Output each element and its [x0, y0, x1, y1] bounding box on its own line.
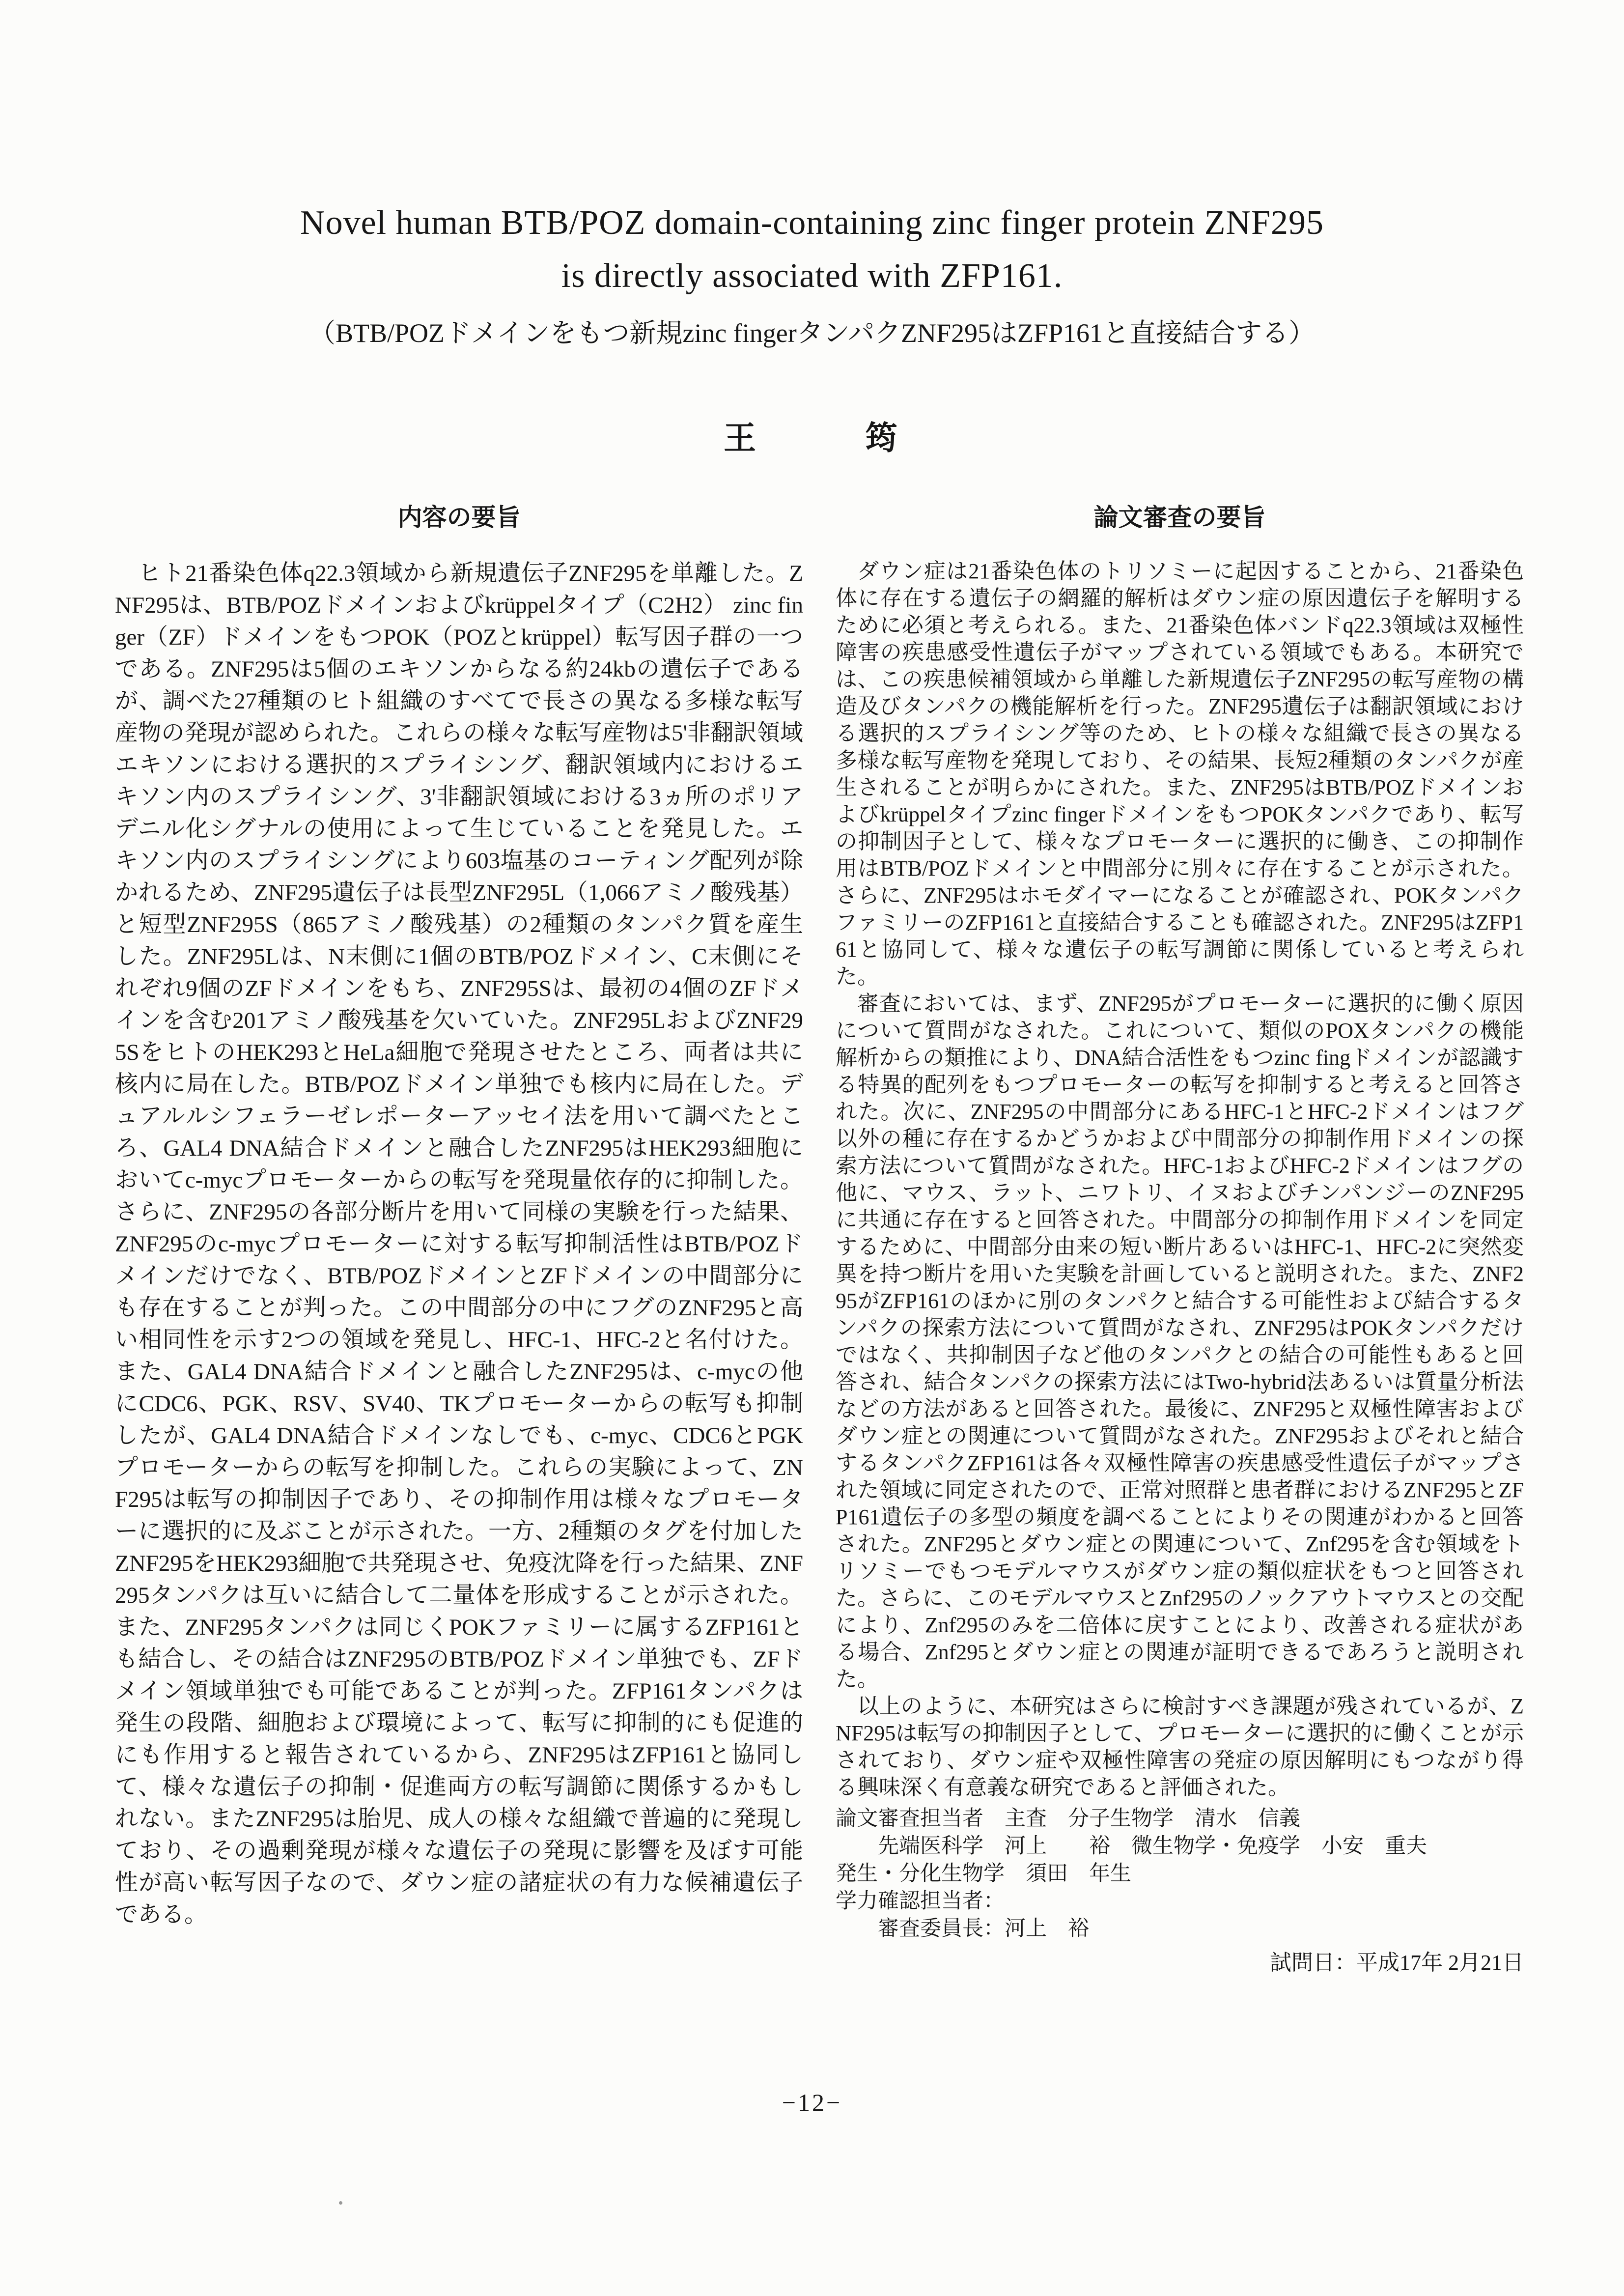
committee-line-qualification: 学力確認担当者： — [836, 1889, 1005, 1913]
content-summary-heading: 内容の要旨 — [397, 504, 521, 531]
page-footer — [0, 2088, 1624, 2117]
committee-line-chair: 審査委員長：河上 裕 — [836, 1917, 1089, 1940]
committee-list — [836, 1805, 1524, 1942]
review-summary-heading: 論文審査の要旨 — [1093, 504, 1266, 531]
exam-date: 試問日：平成17年 2月21日 — [1270, 1951, 1524, 1975]
paper-subtitle-japanese: （BTB/POZドメインをもつ新規zinc fingerタンパクZNF295はZFP161と直接結合する） — [308, 318, 1316, 348]
committee-line-members: 先端医科学 河上 裕 微生物学・免疫学 小安 重夫 — [836, 1834, 1427, 1858]
committee-line-devbio: 発生・分化生物学 須田 年生 — [836, 1862, 1131, 1885]
review-paragraph-2: 審査においては、まず、ZNF295がプロモーターに選択的に働く原因について質問がなされた。これについて、類似のPOXタンパクの機能解析からの類推により、DNA結合活性をもつzinc fingドメインが認識する特異的配列をもつプロモーターの転写を抑制すると考えると回答された。次に、ZNF295の中間部分にあるHFC-1とHFC-2ドメインはフグ以外の種に存在するかどうかおよび中間部分の抑制作用ドメインの探索方法について質問がなされた。HFC-1およびHFC-2ドメインはフグの他に、マウス、ラット、ニワトリ、イヌおよびチンパンジーのZNF295に共通に存在すると回答された。中間部分の抑制作用ドメインを同定するために、中間部分由来の短い断片あるいはHFC-1、HFC-2に突然変異を持つ断片を用いた実験を計画していると説明された。また、ZNF295がZFP161のほかに別のタンパクと結合する可能性および結合するタンパクの探索方法について質問がなされ、ZNF295はPOKタンパクだけではなく、共抑制因子など他のタンパクとの結合の可能性もあると回答され、結合タンパクの探索方法にはTwo-hybrid法あるいは質量分析法などの方法があると回答された。最後に、ZNF295と双極性障害およびダウン症との関連について質問がなされた。ZNF295およびそれと結合するタンパクZFP161は各々双極性障害の疾患感受性遺伝子がマップされた領域に同定されたので、正常対照群と患者群におけるZNF295とZFP161遺伝子の多型の頻度を調べることによりその関連がわかると回答された。ZNF295とダウン症との関連について、Znf295を含む領域をトリソミーでもつモデルマウスがダウン症の類似症状をもつと回答された。さらに、このモデルマウスとZnf295のノックアウトマウスとの交配により、Znf295のみを二倍体に戻すことにより、改善される症状がある場合、Znf295とダウン症との関連が証明できるであろうと説明された。 — [836, 992, 1524, 1691]
scan-artifact-speck — [339, 2201, 342, 2205]
paper-title-line2: is directly associated with ZFP161. — [561, 257, 1063, 295]
two-column-body — [0, 458, 1624, 1977]
content-summary-column — [115, 498, 803, 1931]
committee-line-examiners: 論文審査担当者 主査 分子生物学 清水 信義 — [836, 1807, 1300, 1830]
content-summary-paragraph: ヒト21番染色体q22.3領域から新規遺伝子ZNF295を単離した。ZNF295は、BTB/POZドメインおよびkrüppelタイプ（C2H2） zinc finger（ZF）ドメインをもつPOK（POZとkrüppel）転写因子群の一つである。ZNF295は5個のエキソンからなる約24kbの遺伝子であるが、調べた27種類のヒト組織のすべてで長さの異なる多様な転写産物の発現が認められた。これらの様々な転写産物は5'非翻訳領域エキソンにおける選択的スプライシング、翻訳領域内におけるエキソン内のスプライシング、3'非翻訳領域における3ヵ所のポリアデニル化シグナルの使用によって生じていることを発見した。エキソン内のスプライシングにより603塩基のコーティング配列が除かれるため、ZNF295遺伝子は長型ZNF295L（1,066アミノ酸残基）と短型ZNF295S（865アミノ酸残基）の2種類のタンパク質を産生した。ZNF295Lは、N末側に1個のBTB/POZドメイン、C末側にそれぞれ9個のZFドメインをもち、ZNF295Sは、最初の4個のZFドメインを含む201アミノ酸残基を欠いていた。ZNF295LおよびZNF295SをヒトのHEK293とHeLa細胞で発現させたところ、両者は共に核内に局在した。BTB/POZドメイン単独でも核内に局在した。デュアルルシフェラーゼレポーターアッセイ法を用いて調べたところ、GAL4 DNA結合ドメインと融合したZNF295はHEK293細胞においてc-mycプロモーターからの転写を発現量依存的に抑制した。さらに、ZNF295の各部分断片を用いて同様の実験を行った結果、ZNF295のc-mycプロモーターに対する転写抑制活性はBTB/POZドメインだけでなく、BTB/POZドメインとZFドメインの中間部分にも存在することが判った。この中間部分の中にフグのZNF295と高い相同性を示す2つの領域を発見し、HFC-1、HFC-2と名付けた。また、GAL4 DNA結合ドメインと融合したZNF295は、c-mycの他にCDC6、PGK、RSV、SV40、TKプロモーターからの転写も抑制したが、GAL4 DNA結合ドメインなしでも、c-myc、CDC6とPGKプロモーターからの転写を抑制した。これらの実験によって、ZNF295は転写の抑制因子であり、その抑制作用は様々なプロモーターに選択的に及ぶことが示された。一方、2種類のタグを付加したZNF295をHEK293細胞で共発現させ、免疫沈降を行った結果、ZNF295タンパクは互いに結合して二量体を形成することが示された。また、ZNF295タンパクは同じくPOKファミリーに属するZFP161とも結合し、その結合はZNF295のBTB/POZドメイン単独でも、ZFドメイン領域単独でも可能であることが判った。ZFP161タンパクは発生の段階、細胞および環境によって、転写に抑制的にも促進的にも作用すると報告されているから、ZNF295はZFP161と協同して、様々な遺伝子の抑制・促進両方の転写調節に関係するかもしれない。またZNF295は胎児、成人の様々な組織で普遍的に発現しており、その過剰発現が様々な遺伝子の発現に影響を及ぼす可能性が高い転写因子なので、ダウン症の諸症状の有力な候補遺伝子である。 — [115, 561, 803, 1928]
review-summary-column — [836, 498, 1524, 1977]
review-paragraph-3: 以上のように、本研究はさらに検討すべき課題が残されているが、ZNF295は転写の抑制因子として、プロモーターに選択的に働くことが示されており、ダウン症や双極性障害の発症の原因解明にもつながり得る興味深く有意義な研究であると評価された。 — [836, 1694, 1524, 1799]
paper-title-line1: Novel human BTB/POZ domain-containing zinc finger protein ZNF295 — [300, 204, 1324, 242]
author-name: 王 筠 — [724, 421, 900, 456]
page-number: −12− — [782, 2089, 842, 2116]
review-paragraph-1: ダウン症は21番染色体のトリソミーに起因することから、21番染色体に存在する遺伝子の網羅的解析はダウン症の原因遺伝子を解明するために必須と考えられる。また、21番染色体バンドq22.3領域は双極性障害の疾患感受性遺伝子がマップされている領域でもある。本研究では、この疾患候補領域から単離した新規遺伝子ZNF295の転写産物の構造及びタンパクの機能解析を行った。ZNF295遺伝子は翻訳領域における選択的スプライシング等のため、ヒトの様々な組織で長さの異なる多様な転写産物を発現しており、その結果、長短2種類のタンパクが産生されることが明らかにされた。また、ZNF295はBTB/POZドメインおよびkrüppelタイプzinc fingerドメインをもつPOKタンパクであり、転写の抑制因子として、様々なプロモーターに選択的に働き、この抑制作用はBTB/POZドメインと中間部分に別々に存在することが示された。さらに、ZNF295はホモダイマーになることが確認され、POKタンパクファミリーのZFP161と直接結合することも確認された。ZNF295はZFP161と協同して、様々な遺伝子の転写調節に関係していると考えられた。 — [836, 559, 1524, 989]
title-block — [0, 0, 1624, 458]
